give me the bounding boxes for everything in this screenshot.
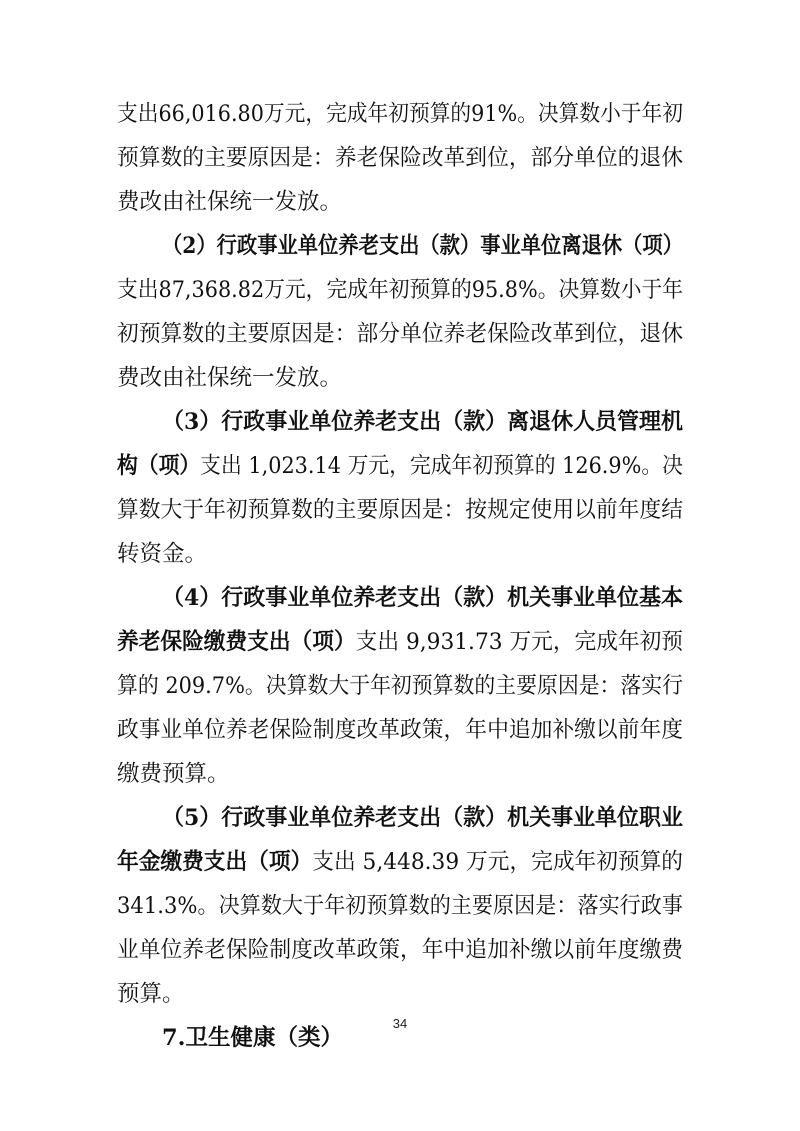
page-number: 34 <box>392 1016 408 1031</box>
body-text: 支出 9,931.73 万元，完成年初预 <box>355 629 684 655</box>
item-heading: 构（项） <box>117 453 201 479</box>
body-text: 支出 5,448.39 万元，完成年初预算的 <box>312 849 684 875</box>
body-text: 转资金。 <box>117 541 208 567</box>
item-heading: 养老保险缴费支出（项） <box>117 629 356 655</box>
item-heading: （4）行政事业单位养老支出（款）机关事业单位基本 <box>162 585 684 611</box>
body-text: 预算。 <box>117 981 185 1007</box>
body-text: 算数大于年初预算数的主要原因是：按规定使用以前年度结 <box>117 497 684 523</box>
body-text: 缴费预算。 <box>117 761 230 787</box>
body-text: 业单位养老保险制度改革政策，年中追加补缴以前年度缴费 <box>117 937 684 963</box>
item-heading: （5）行政事业单位养老支出（款）机关事业单位职业 <box>162 805 684 831</box>
item-heading: （2）行政事业单位养老支出（款）事业单位离退休（项） <box>162 233 683 259</box>
item-heading: 年金缴费支出（项） <box>117 849 313 875</box>
body-text: 支出87,368.82万元，完成年初预算的95.8%。决算数小于年 <box>117 277 684 303</box>
body-text: 支出66,016.80万元，完成年初预算的91%。决算数小于年初 <box>117 101 683 127</box>
body-text: 费改由社保统一发放。 <box>117 189 343 215</box>
body-text: 预算数的主要原因是：养老保险改革到位，部分单位的退休 <box>117 145 684 171</box>
body-text: 政事业单位养老保险制度改革政策，年中追加补缴以前年度 <box>117 717 684 743</box>
item-heading: （3）行政事业单位养老支出（款）离退休人员管理机 <box>162 409 684 435</box>
body-text: 初预算数的主要原因是：部分单位养老保险改革到位，退休 <box>117 321 684 347</box>
body-text: 支出 1,023.14 万元，完成年初预算的 126.9%。决 <box>200 453 683 479</box>
item-heading: 7.卫生健康（类） <box>162 1025 343 1051</box>
body-text: 算的 209.7%。决算数大于年初预算数的主要原因是：落实行 <box>117 673 684 699</box>
body-text: 费改由社保统一发放。 <box>117 365 343 391</box>
body-text: 341.3%。决算数大于年初预算数的主要原因是：落实行政事 <box>117 893 684 919</box>
